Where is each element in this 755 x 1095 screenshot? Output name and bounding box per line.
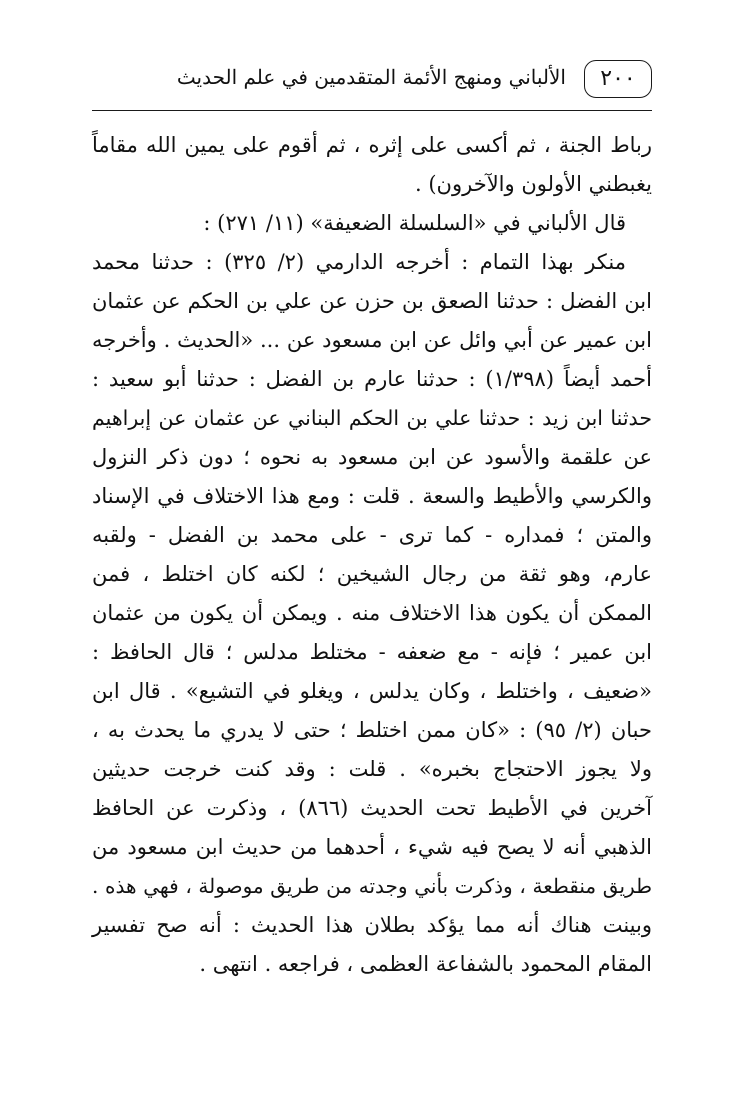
- text-line: عن علقمة والأسود عن ابن مسعود به نحوه ؛ دون ذكر النزول: [92, 445, 652, 469]
- text-line: الذهبي أنه لا يصح فيه شيء ، أحدهما من حديث ابن مسعود من: [92, 835, 652, 859]
- header-divider: [92, 110, 652, 111]
- text-line: يغبطني الأولون والآخرون) .: [415, 172, 652, 196]
- text-line: ابن عمير عن أبي وائل عن ابن مسعود عن ... «الحديث . وأخرجه: [92, 328, 652, 352]
- text-line: عارم، وهو ثقة من رجال الشيخين ؛ لكنه كان اختلط ، فمن: [92, 562, 652, 586]
- text-line: وبينت هناك أنه مما يؤكد بطلان هذا الحديث : أنه صح تفسير: [92, 913, 652, 937]
- text-line: رباط الجنة ، ثم أكسى على إثره ، ثم أقوم على يمين الله مقاماً: [92, 133, 652, 157]
- running-title: الألباني ومنهج الأئمة المتقدمين في علم الحديث: [176, 65, 566, 89]
- text-line: «ضعيف ، واختلط ، وكان يدلس ، ويغلو في التشيع» . قال ابن: [92, 679, 652, 703]
- text-line: منكر بهذا التمام : أخرجه الدارمي (٢/ ٣٢٥) : حدثنا محمد: [92, 250, 626, 274]
- page-header: [92, 60, 652, 104]
- page-number: ٢٠٠: [584, 60, 652, 98]
- text-line: أحمد أيضاً (١/٣٩٨) : حدثنا عارم بن الفضل : حدثنا أبو سعيد :: [92, 367, 652, 391]
- text-line: حدثنا ابن زيد : حدثنا علي بن الحكم البناني عن عثمان عن إبراهيم: [92, 406, 652, 430]
- text-line: الممكن أن يكون هذا الاختلاف منه . ويمكن أن يكون من عثمان: [92, 601, 652, 625]
- text-line: آخرين في الأطيط تحت الحديث (٨٦٦) ، وذكرت عن الحافظ: [92, 796, 652, 820]
- text-line: ابن الفضل : حدثنا الصعق بن حزن عن علي بن الحكم عن عثمان: [92, 289, 652, 313]
- text-line: ابن عمير ؛ فإنه - مع ضعفه - مختلط مدلس ؛ قال الحافظ :: [92, 640, 652, 664]
- text-line: طريق منقطعة ، وذكرت بأني وجدته من طريق موصولة ، فهي هذه .: [92, 874, 652, 898]
- text-line: المقام المحمود بالشفاعة العظمى ، فراجعه . انتهى .: [199, 952, 652, 976]
- text-line: قال الألباني في «السلسلة الضعيفة» (١١/ ٢٧١) :: [203, 211, 626, 235]
- text-line: والكرسي والأطيط والسعة . قلت : ومع هذا الاختلاف في الإسناد: [92, 484, 652, 508]
- text-line: والمتن ؛ فمداره - كما ترى - على محمد بن الفضل - ولقبه: [92, 523, 652, 547]
- text-line: ولا يجوز الاحتجاج بخبره» . قلت : وقد كنت خرجت حديثين: [92, 757, 652, 781]
- body-text: [92, 126, 652, 984]
- text-line: حبان (٢/ ٩٥) : «كان ممن اختلط ؛ حتى لا يدري ما يحدث به ،: [92, 718, 652, 742]
